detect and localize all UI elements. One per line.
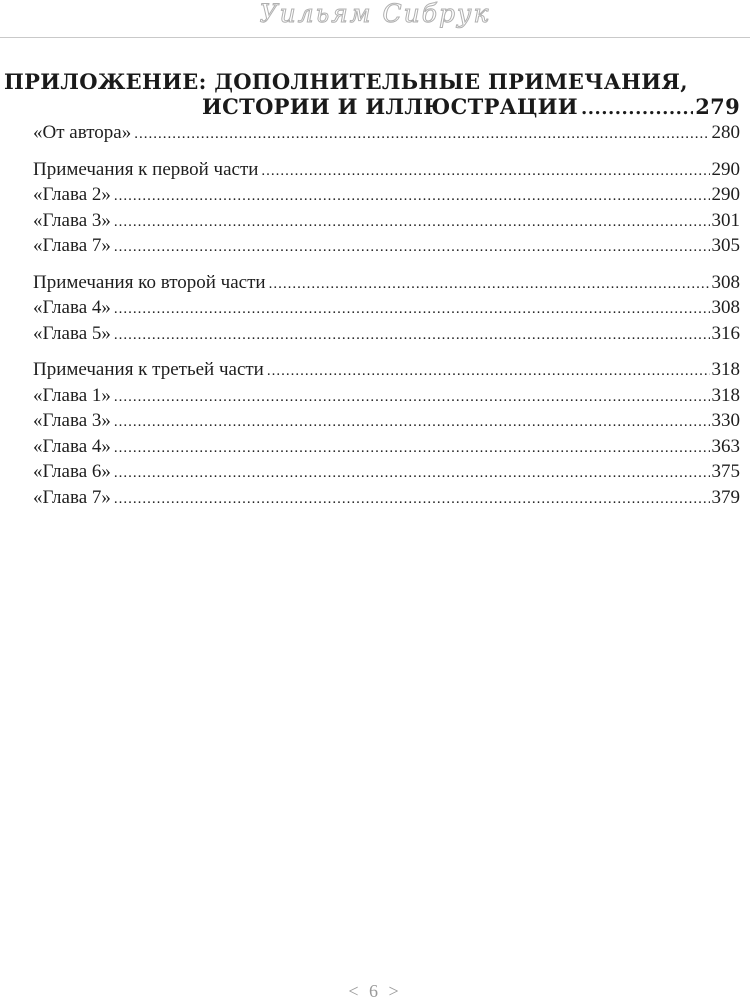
toc-entry-page: 379 (711, 486, 740, 508)
toc-entry-page: 308 (711, 271, 740, 293)
dot-leader (114, 410, 710, 435)
toc-heading-line1: ПРИЛОЖЕНИЕ: ДОПОЛНИТЕЛЬНЫЕ ПРИМЕЧАНИЯ, (4, 69, 688, 94)
toc-entry-page: 305 (711, 235, 740, 256)
toc-entry-label: «Глава 6» (33, 461, 111, 482)
toc-entry-label: «Глава 5» (33, 322, 111, 344)
dot-leader (114, 436, 710, 461)
toc-heading-line2-row (4, 94, 740, 121)
toc-entry-part1-chapter-2[interactable] (4, 183, 740, 209)
toc-entry-page: 316 (711, 322, 740, 344)
toc-entry-label: «Глава 3» (33, 209, 111, 231)
dot-leader (114, 385, 710, 410)
toc-entry-page: 318 (711, 384, 740, 406)
dot-leader (114, 210, 710, 235)
table-of-contents (4, 69, 740, 511)
toc-entry-notes-part-2[interactable] (4, 271, 740, 297)
header-divider (0, 37, 750, 38)
toc-entry-page: 308 (711, 297, 740, 318)
toc-entry-label: «Глава 7» (33, 486, 111, 508)
toc-entry-part3-chapter-1[interactable] (4, 384, 740, 410)
toc-entry-label: Примечания к первой части (33, 158, 259, 180)
dot-leader (261, 159, 709, 184)
dot-leader (114, 487, 710, 512)
toc-entry-page: 330 (711, 410, 740, 431)
toc-heading-page: 279 (695, 94, 740, 119)
toc-entry-part3-chapter-4[interactable] (4, 435, 740, 461)
toc-entry-page: 301 (711, 209, 740, 231)
toc-entry-label: «Глава 2» (33, 184, 111, 205)
page-number: < 6 > (348, 981, 402, 1000)
dot-leader (114, 235, 710, 260)
toc-entry-part1-chapter-7[interactable] (4, 234, 740, 260)
toc-entry-page: 363 (711, 435, 740, 457)
running-header-author: Уильям Сибрук (259, 0, 491, 28)
toc-entry-label: «От автора» (33, 122, 132, 143)
toc-entry-label: «Глава 7» (33, 235, 111, 256)
toc-entry-label: «Глава 4» (33, 297, 111, 318)
dot-leader (114, 297, 710, 322)
toc-entry-label: «Глава 3» (33, 410, 111, 431)
dot-leader (114, 461, 710, 486)
toc-entry-part3-chapter-7[interactable] (4, 486, 740, 512)
toc-entry-label: «Глава 1» (33, 384, 111, 406)
toc-entry-part1-chapter-3[interactable] (4, 209, 740, 235)
toc-entry-page: 375 (711, 461, 740, 482)
dot-leader (581, 96, 693, 121)
toc-entry-page: 280 (711, 122, 740, 143)
dot-leader (267, 359, 710, 384)
toc-entry-label: «Глава 4» (33, 435, 111, 457)
toc-heading-line2: ИСТОРИИ И ИЛЛЮСТРАЦИИ (202, 94, 578, 119)
toc-entry-label: Примечания к третьей части (33, 359, 264, 380)
toc-section-heading (4, 69, 740, 121)
toc-entry-notes-part-3[interactable] (4, 358, 740, 384)
toc-entry-from-author[interactable] (4, 121, 740, 147)
toc-entry-page: 318 (711, 359, 740, 380)
dot-leader (114, 323, 710, 348)
dot-leader (269, 272, 710, 297)
dot-leader (114, 184, 710, 209)
toc-entry-part2-chapter-4[interactable] (4, 296, 740, 322)
toc-entry-part2-chapter-5[interactable] (4, 322, 740, 348)
toc-entry-label: Примечания ко второй части (33, 271, 266, 293)
toc-entry-page: 290 (711, 184, 740, 205)
toc-entry-page: 290 (711, 158, 740, 180)
toc-entry-part3-chapter-6[interactable] (4, 460, 740, 486)
toc-entry-part3-chapter-3[interactable] (4, 409, 740, 435)
dot-leader (134, 122, 709, 147)
toc-entry-notes-part-1[interactable] (4, 158, 740, 184)
